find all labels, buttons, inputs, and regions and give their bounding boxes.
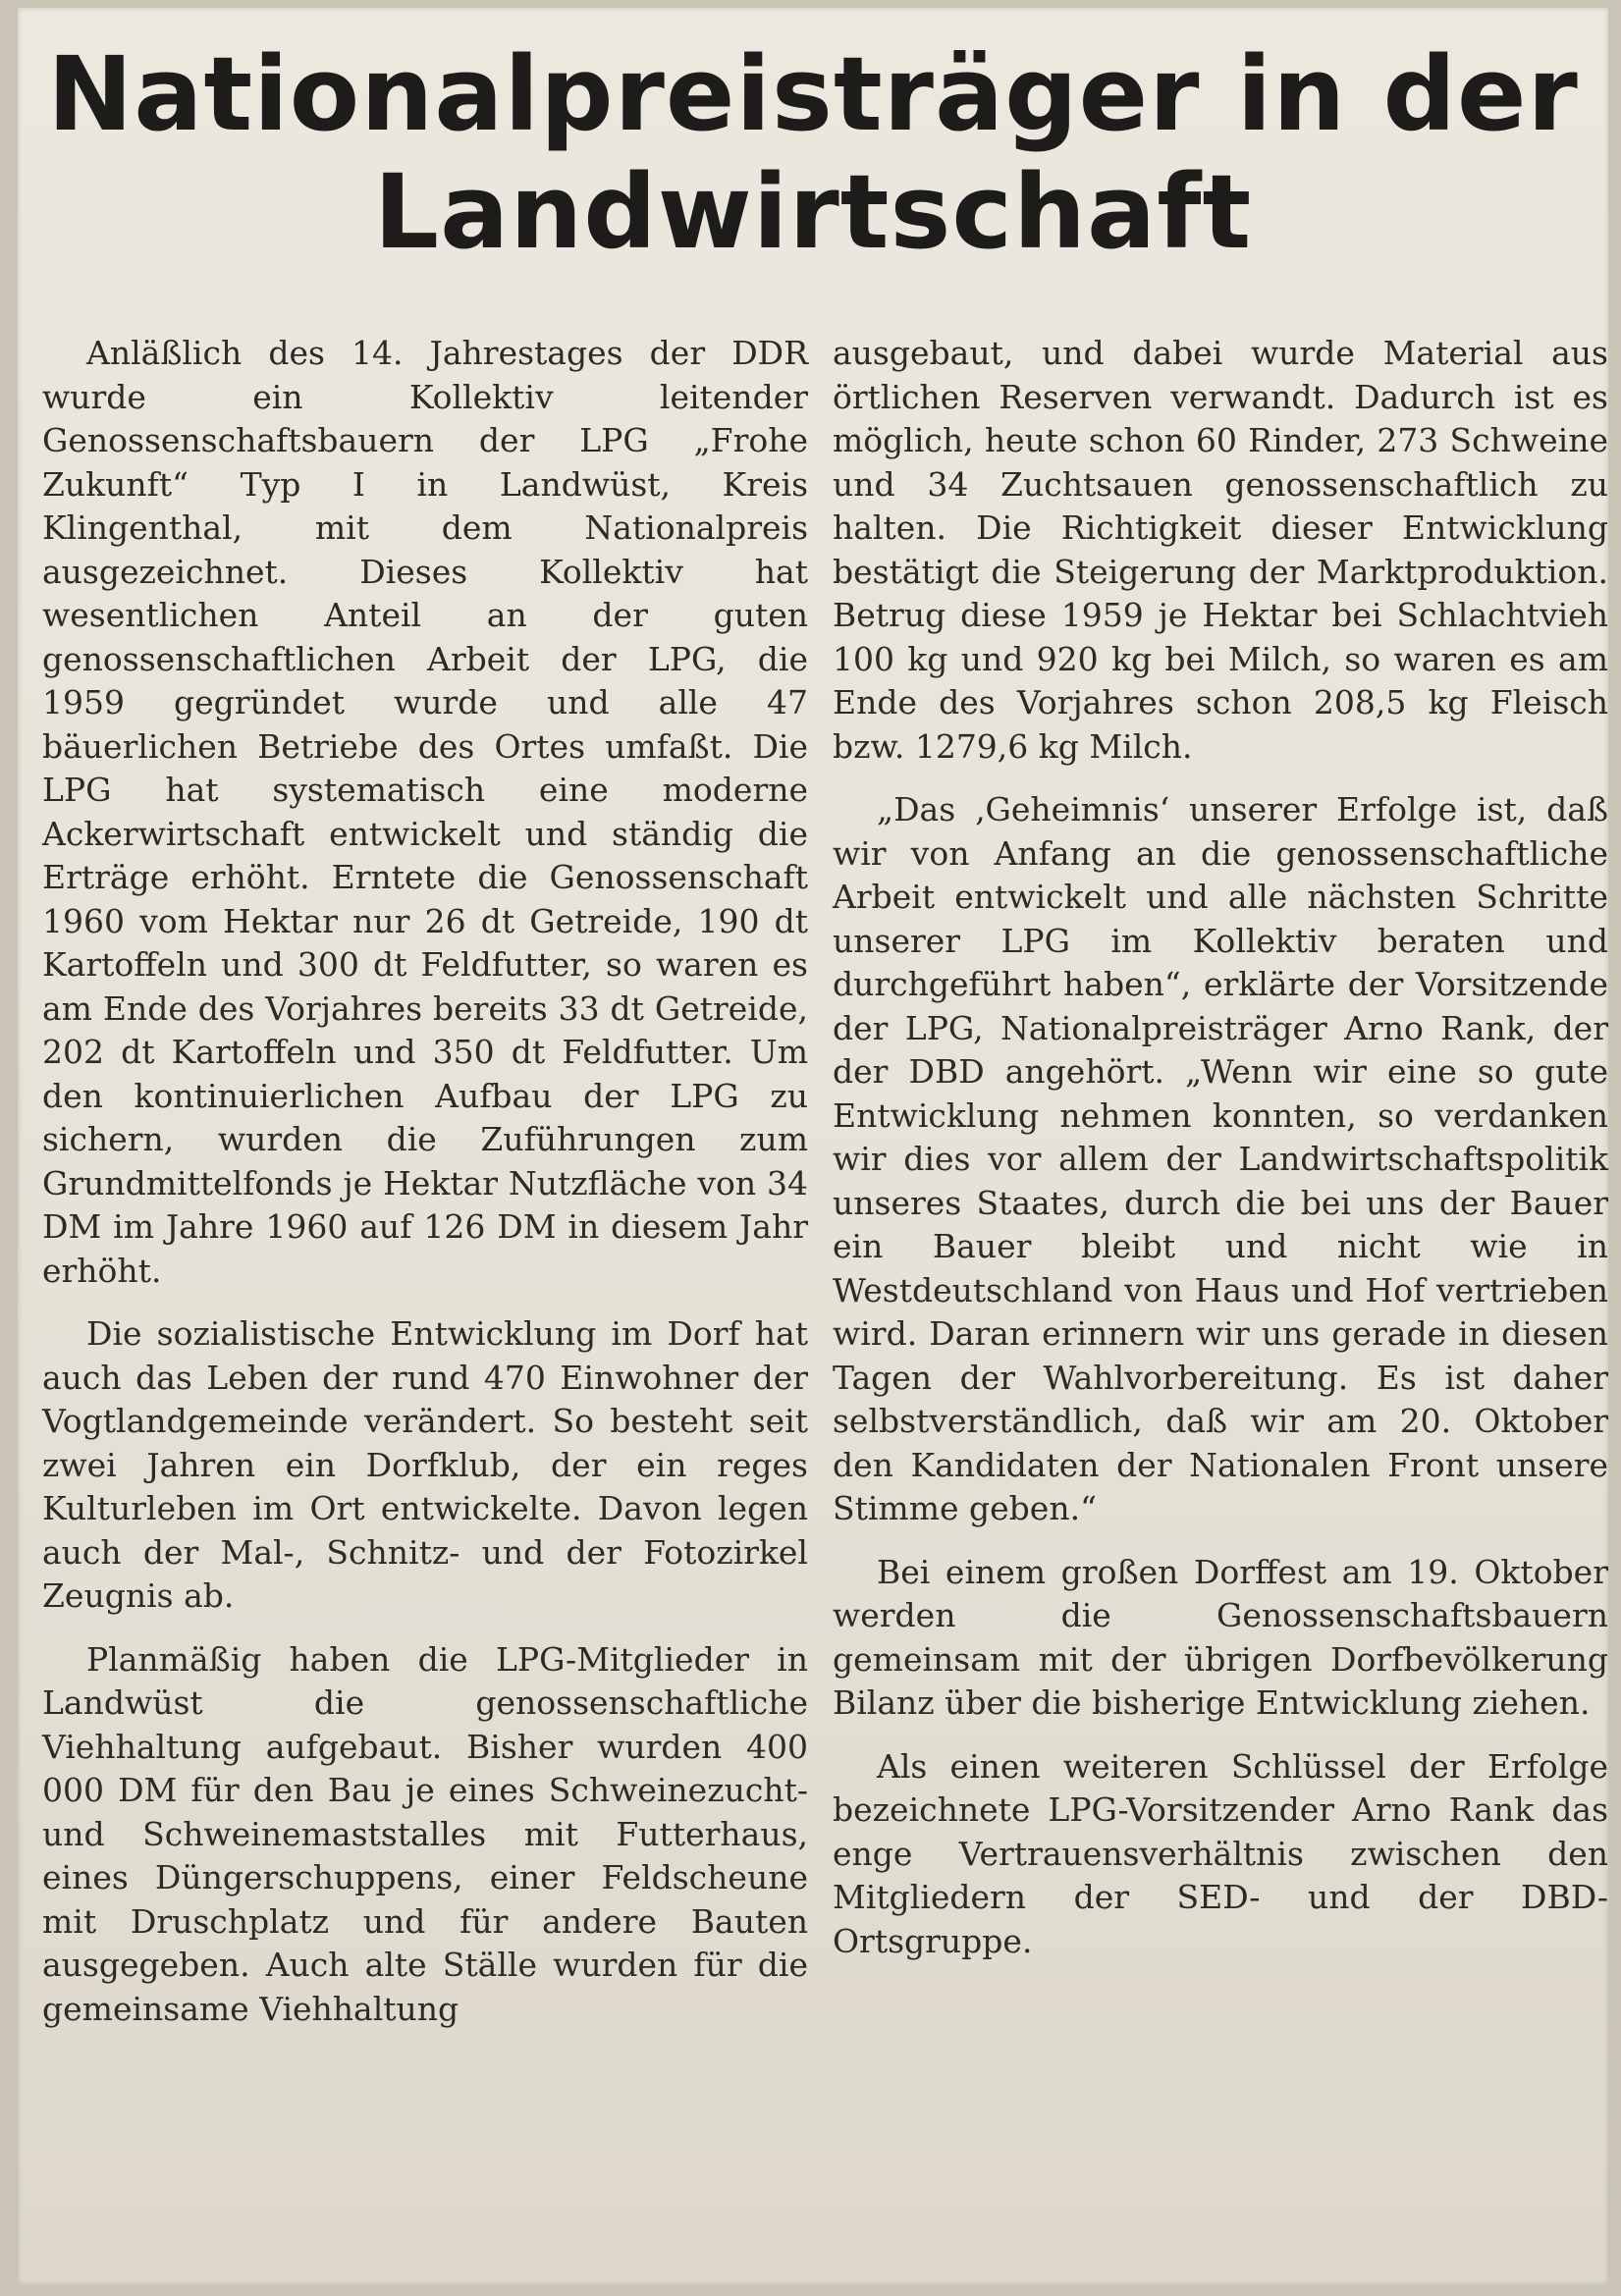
paragraph-livestock-continued: ausgebaut, und dabei wurde Material aus örtlichen Reserven verwandt. Dadurch ist es möglich, heute schon 60 Rinder, 273 Schweine und 34 Zuchtsauen genossenschaftlich zu halten. Die Richtigkeit dieser Entwicklung bestätigt die Steigerung der Marktproduktion. Betrug diese 1959 je Hektar bei Schlachtvieh 100 kg und 920 kg bei Milch, so waren es am Ende des Vorjahres schon 208,5 kg Fleisch bzw. 1279,6 kg Milch. [833,334,1608,766]
paragraph-award: Anläßlich des 14. Jahrestages der DDR wurde ein Kollektiv leitender Genossenschaftsbauern der LPG „Frohe Zukunft“ Typ I in Landwüst, Kreis Klingenthal, mit dem Nationalpreis ausgezeichnet. Dieses Kollektiv hat wesentlichen Anteil an der guten genossenschaftlichen Arbeit der LPG, die 1959 gegründet wurde und alle 47 bäuerlichen Betriebe des Ortes umfaßt. Die LPG hat systematisch eine moderne Ackerwirtschaft entwickelt und ständig die Erträge erhöht. Erntete die Genossenschaft 1960 vom Hektar nur 26 dt Getreide, 190 dt Kartoffeln und 300 dt Feldfutter, so waren es am Ende des Vorjahres bereits 33 dt Getreide, 202 dt Kartoffeln und 350 dt Feldfutter. Um den kontinuierlichen Aufbau der LPG zu sichern, wurden die Zuführungen zum Grundmittelfonds je Hektar Nutzfläche von 34 DM im Jahre 1960 auf 126 DM in diesem Jahr erhöht. [42,334,808,1290]
paragraph-village-fest: Bei einem großen Dorffest am 19. Oktober werden die Genossenschaftsbauern gemeinsam mit der übrigen Dorfbevölkerung Bilanz über die bisherige Entwicklung ziehen. [833,1552,1608,1722]
headline-line-2: Landwirtschaft [373,152,1253,272]
right-column [833,332,1608,1983]
paragraph-livestock: Planmäßig haben die LPG-Mitglieder in Landwüst die genossenschaftliche Viehhaltung aufgebaut. Bisher wurden 400 000 DM für den Bau je eines Schweinezucht- und Schweinemaststalles mit Futterhaus, eines Düngerschuppens, einer Feldscheune mit Druschplatz und für andere Bauten ausgegeben. Auch alte Ställe wurden für die gemeinsame Viehhaltung [42,1639,808,2028]
paragraph-trust: Als einen weiteren Schlüssel der Erfolge bezeichnete LPG-Vorsitzender Arno Rank das enge Vertrauensverhältnis zwischen den Mitgliedern der SED- und der DBD-Ortsgruppe. [833,1746,1608,1960]
left-column [42,332,808,2051]
paragraph-quote: „Das ‚Geheimnis‘ unserer Erfolge ist, daß wir von Anfang an die genossenschaftliche Arbeit entwickelt und alle nächsten Schritte unserer LPG im Kollektiv beraten und durchgeführt haben“, erklärte der Vorsitzende der LPG, Nationalpreisträger Arno Rank, der der DBD angehört. „Wenn wir eine so gute Entwicklung nehmen konnten, so verdanken wir dies vor allem der Landwirtschaftspolitik unseres Staates, durch die bei uns der Bauer ein Bauer bleibt und nicht wie in Westdeutschland von Haus und Hof vertrieben wird. Daran erinnern wir uns gerade in diesen Tagen der Wahlvorbereitung. Es ist daher selbstverständlich, daß wir am 20. Oktober den Kandidaten der Nationalen Front unsere Stimme geben.“ [833,790,1608,1527]
headline-line-1: Nationalpreisträger in der [47,34,1579,154]
headline [18,35,1608,271]
newspaper-clipping [18,8,1608,2285]
paragraph-village-life: Die sozialistische Entwicklung im Dorf hat auch das Leben der rund 470 Einwohner der Vogtlandgemeinde verändert. So besteht seit zwei Jahren ein Dorfklub, der ein reges Kulturleben im Ort entwickelte. Davon legen auch der Mal-, Schnitz- und der Fotozirkel Zeugnis ab. [42,1314,808,1615]
